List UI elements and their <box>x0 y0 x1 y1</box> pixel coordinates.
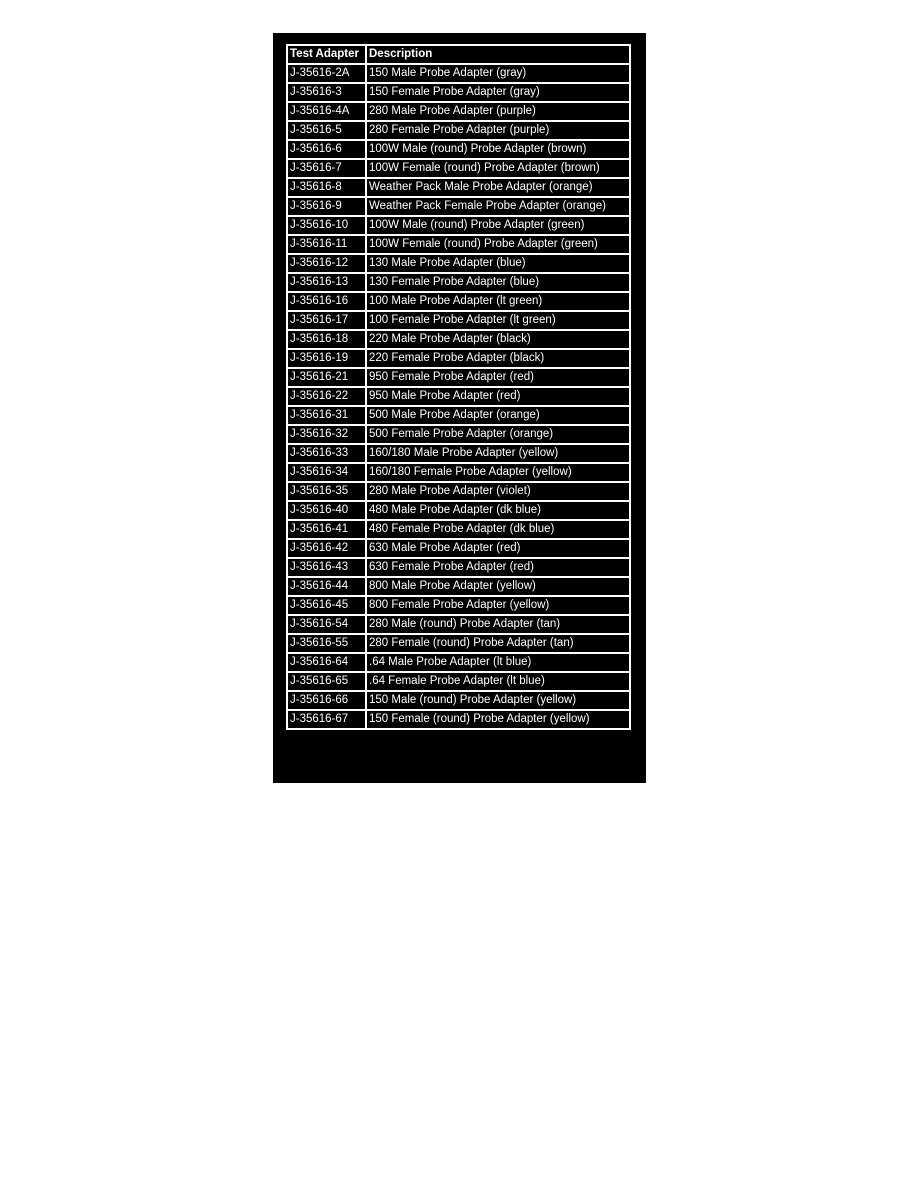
cell-description: 130 Female Probe Adapter (blue) <box>367 274 629 293</box>
cell-description: 800 Female Probe Adapter (yellow) <box>367 597 629 616</box>
table-row <box>288 692 629 711</box>
table-row <box>288 388 629 407</box>
cell-description: .64 Female Probe Adapter (lt blue) <box>367 673 629 692</box>
cell-test-adapter: J-35616-4A <box>288 103 367 122</box>
table-row <box>288 84 629 103</box>
table-row <box>288 616 629 635</box>
table-row <box>288 426 629 445</box>
cell-test-adapter: J-35616-17 <box>288 312 367 331</box>
cell-description: 220 Female Probe Adapter (black) <box>367 350 629 369</box>
cell-test-adapter: J-35616-31 <box>288 407 367 426</box>
table-row <box>288 198 629 217</box>
cell-description: 950 Female Probe Adapter (red) <box>367 369 629 388</box>
cell-description: 630 Female Probe Adapter (red) <box>367 559 629 578</box>
table-row <box>288 217 629 236</box>
adapter-table-image <box>273 33 646 783</box>
cell-test-adapter: J-35616-55 <box>288 635 367 654</box>
cell-description: 160/180 Male Probe Adapter (yellow) <box>367 445 629 464</box>
cell-test-adapter: J-35616-7 <box>288 160 367 179</box>
cell-description: 150 Male Probe Adapter (gray) <box>367 65 629 84</box>
header-test-adapter: Test Adapter <box>288 46 367 65</box>
cell-description: 500 Female Probe Adapter (orange) <box>367 426 629 445</box>
table-row <box>288 445 629 464</box>
table-row <box>288 122 629 141</box>
cell-test-adapter: J-35616-21 <box>288 369 367 388</box>
test-adapter-table <box>286 44 631 730</box>
cell-test-adapter: J-35616-13 <box>288 274 367 293</box>
cell-description: 280 Male Probe Adapter (violet) <box>367 483 629 502</box>
cell-description: 630 Male Probe Adapter (red) <box>367 540 629 559</box>
table-row <box>288 673 629 692</box>
cell-test-adapter: J-35616-64 <box>288 654 367 673</box>
cell-description: 950 Male Probe Adapter (red) <box>367 388 629 407</box>
table-row <box>288 312 629 331</box>
cell-description: 800 Male Probe Adapter (yellow) <box>367 578 629 597</box>
cell-test-adapter: J-35616-32 <box>288 426 367 445</box>
cell-description: 220 Male Probe Adapter (black) <box>367 331 629 350</box>
cell-test-adapter: J-35616-65 <box>288 673 367 692</box>
cell-description: .64 Male Probe Adapter (lt blue) <box>367 654 629 673</box>
table-row <box>288 293 629 312</box>
table-row <box>288 521 629 540</box>
cell-description: 280 Male Probe Adapter (purple) <box>367 103 629 122</box>
cell-test-adapter: J-35616-2A <box>288 65 367 84</box>
table-row <box>288 540 629 559</box>
table-row <box>288 141 629 160</box>
cell-test-adapter: J-35616-12 <box>288 255 367 274</box>
cell-test-adapter: J-35616-8 <box>288 179 367 198</box>
table-row <box>288 711 629 728</box>
cell-test-adapter: J-35616-11 <box>288 236 367 255</box>
table-row <box>288 407 629 426</box>
table-row <box>288 255 629 274</box>
table-row <box>288 635 629 654</box>
cell-test-adapter: J-35616-9 <box>288 198 367 217</box>
table-header-row <box>288 46 629 65</box>
cell-description: Weather Pack Female Probe Adapter (orange) <box>367 198 629 217</box>
cell-test-adapter: J-35616-5 <box>288 122 367 141</box>
cell-test-adapter: J-35616-10 <box>288 217 367 236</box>
cell-test-adapter: J-35616-3 <box>288 84 367 103</box>
cell-test-adapter: J-35616-18 <box>288 331 367 350</box>
cell-description: 100W Female (round) Probe Adapter (brown) <box>367 160 629 179</box>
cell-description: 150 Female (round) Probe Adapter (yellow) <box>369 713 590 725</box>
table-row <box>288 236 629 255</box>
cell-test-adapter: J-35616-45 <box>288 597 367 616</box>
cell-description: 100W Female (round) Probe Adapter (green) <box>367 236 629 255</box>
cell-description: 100W Male (round) Probe Adapter (brown) <box>367 141 629 160</box>
cell-description: 150 Female Probe Adapter (gray) <box>367 84 629 103</box>
table-row <box>288 160 629 179</box>
cell-description: 280 Female (round) Probe Adapter (tan) <box>367 635 629 654</box>
table-row <box>288 483 629 502</box>
cell-description: 280 Female Probe Adapter (purple) <box>367 122 629 141</box>
table-row <box>288 578 629 597</box>
cell-test-adapter: J-35616-43 <box>288 559 367 578</box>
table-row <box>288 502 629 521</box>
cell-description: 100 Male Probe Adapter (lt green) <box>367 293 629 312</box>
cell-test-adapter: J-35616-33 <box>288 445 367 464</box>
cell-test-adapter: J-35616-34 <box>288 464 367 483</box>
header-description: Description <box>367 46 629 65</box>
table-row <box>288 597 629 616</box>
cell-test-adapter: J-35616-40 <box>288 502 367 521</box>
cell-test-adapter: J-35616-42 <box>288 540 367 559</box>
cell-description: 150 Male (round) Probe Adapter (yellow) <box>367 692 629 711</box>
cell-test-adapter: J-35616-44 <box>288 578 367 597</box>
table-body <box>288 65 629 728</box>
cell-description: 280 Male (round) Probe Adapter (tan) <box>367 616 629 635</box>
cell-test-adapter: J-35616-19 <box>288 350 367 369</box>
cell-test-adapter: J-35616-66 <box>288 692 367 711</box>
cell-description: Weather Pack Male Probe Adapter (orange) <box>367 179 629 198</box>
cell-test-adapter: J-35616-67 <box>288 711 367 728</box>
table-row <box>288 274 629 293</box>
cell-description: 500 Male Probe Adapter (orange) <box>367 407 629 426</box>
table-row <box>288 179 629 198</box>
cell-description: 130 Male Probe Adapter (blue) <box>367 255 629 274</box>
cell-test-adapter: J-35616-22 <box>288 388 367 407</box>
table-row <box>288 331 629 350</box>
cell-test-adapter: J-35616-6 <box>288 141 367 160</box>
table-row <box>288 103 629 122</box>
cell-description: 100 Female Probe Adapter (lt green) <box>367 312 629 331</box>
table-row <box>288 65 629 84</box>
cell-description: 100W Male (round) Probe Adapter (green) <box>367 217 629 236</box>
table-row <box>288 369 629 388</box>
cell-test-adapter: J-35616-16 <box>288 293 367 312</box>
table-row <box>288 654 629 673</box>
table-row <box>288 464 629 483</box>
table-row <box>288 559 629 578</box>
cell-test-adapter: J-35616-41 <box>288 521 367 540</box>
cell-test-adapter: J-35616-35 <box>288 483 367 502</box>
table-row <box>288 350 629 369</box>
cell-description: 480 Male Probe Adapter (dk blue) <box>367 502 629 521</box>
cell-test-adapter: J-35616-54 <box>288 616 367 635</box>
cell-description: 480 Female Probe Adapter (dk blue) <box>367 521 629 540</box>
cell-description: 160/180 Female Probe Adapter (yellow) <box>367 464 629 483</box>
